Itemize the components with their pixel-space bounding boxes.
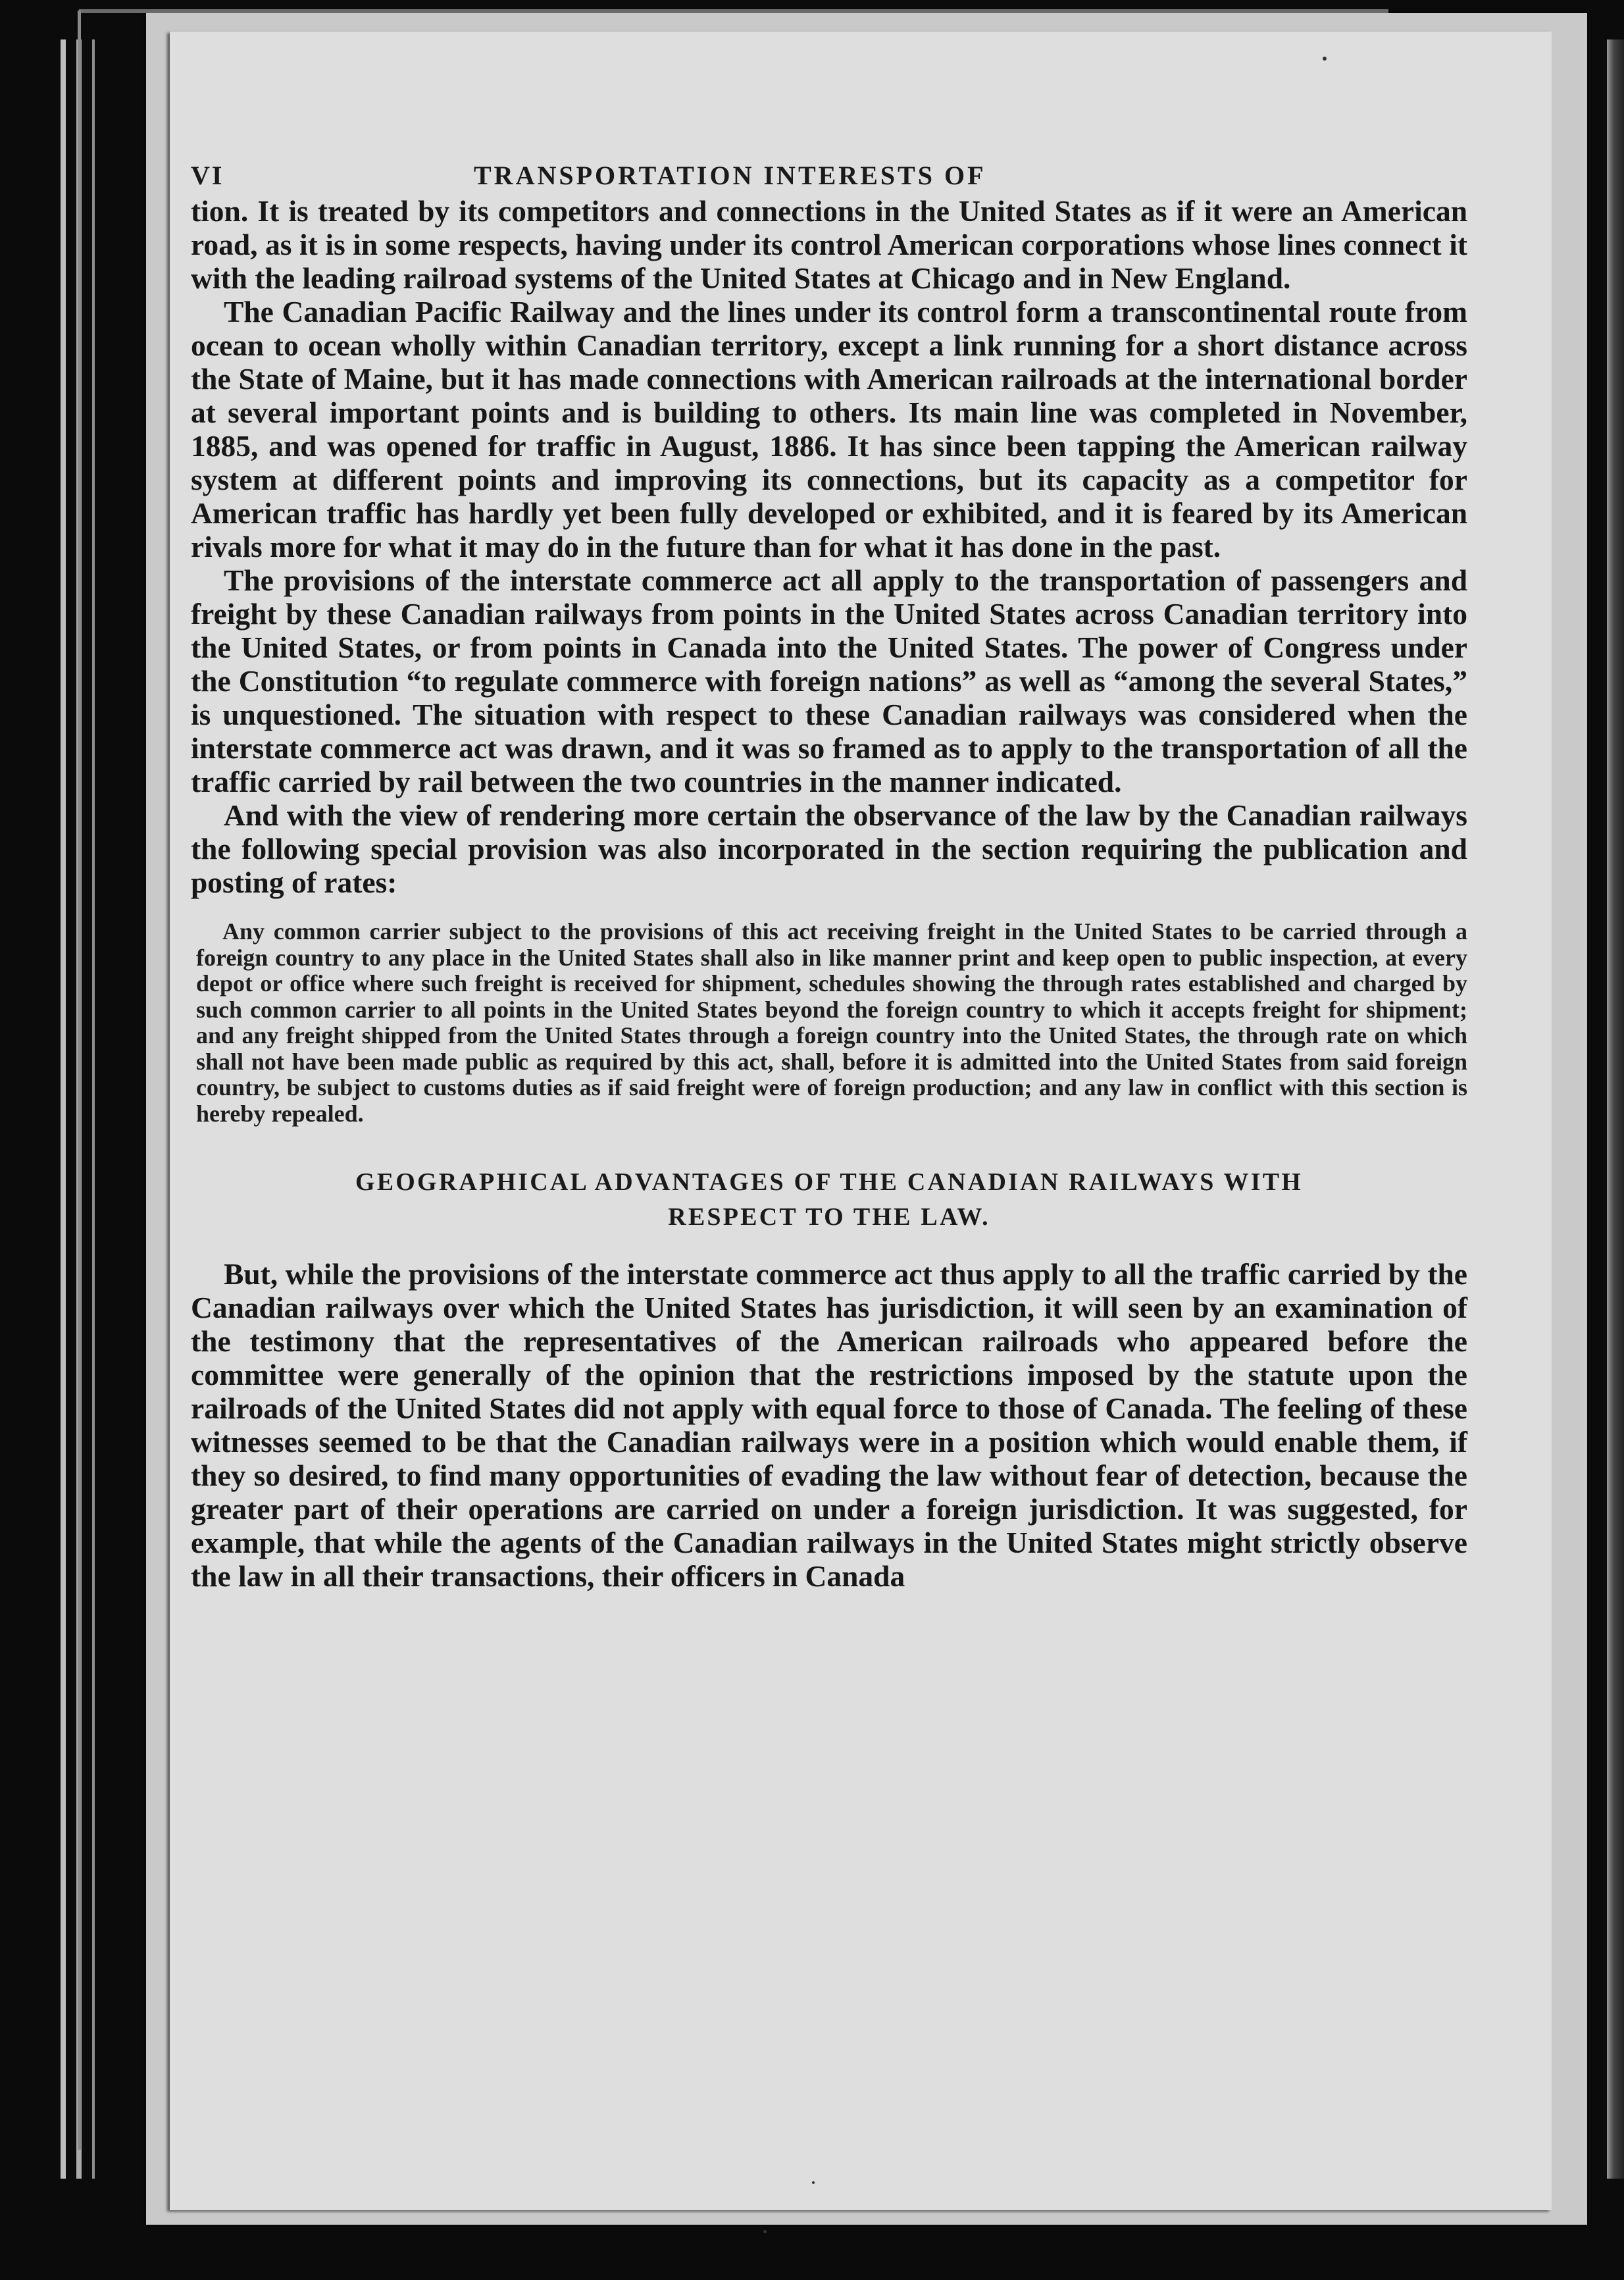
page-number: VI: [191, 161, 224, 190]
paragraph: And with the view of rendering more certain the observance of the law by the Canadian railways the following special provision was also incorporated in the section requiring the publication and posting of rates:: [191, 798, 1467, 899]
page-edge: [61, 39, 66, 2179]
page-border-left: [78, 11, 81, 2150]
section-heading-line: RESPECT TO THE LAW.: [668, 1203, 990, 1231]
binding-shadow: [1607, 39, 1624, 2179]
running-head: [191, 128, 1467, 190]
paragraph: tion. It is treated by its competitors and connections in the United States as if it were an American road, as it is in some respects, having under its control American corporations whose lines connect it with the leading railroad systems of the United States at Chicago and in New England.: [191, 194, 1467, 295]
section-heading-line: GEOGRAPHICAL ADVANTAGES OF THE CANADIAN RAILWAYS WITH: [355, 1168, 1304, 1196]
section-heading: [191, 1165, 1467, 1235]
paragraph: But, while the provisions of the interstate commerce act thus apply to all the traffic carried by the Canadian railways over which the United States has jurisdiction, it will seen by an examination of the testimony that the representatives of the American railroads who appeared before the committee were generally of the opinion that the restrictions imposed by the statute upon the railroads of the United States did not apply with equal force to those of Canada. The feeling of these witnesses seemed to be that the Canadian railways were in a position which would enable them, if they so desired, to find many opportunities of evading the law without fear of detection, because the greater part of their operations are carried on under a foreign jurisdiction. It was suggested, for example, that while the agents of the Canadian railways in the United States might strictly observe the law in all their transactions, their officers in Canada: [191, 1257, 1467, 1593]
quoted-statute: Any common carrier subject to the provisions of this act receiving freight in the United States to be carried through a foreign country to any place in the United States shall also in like manner print and keep open to public inspection, at every depot or office where such freight is received for shipment, schedules showing the through rates established and charged by such common carrier to all points in the United States beyond the foreign country to which it accepts freight for shipment; and any freight shipped from the United States through a foreign country into the United States, the through rate on which shall not have been made public as required by this act, shall, before it is admitted into the United States from said foreign country, be subject to customs duties as if said freight were of foreign production; and any law in conflict with this section is hereby repealed.: [196, 918, 1467, 1127]
running-title: TRANSPORTATION INTERESTS OF: [474, 161, 986, 190]
page-text: [191, 128, 1467, 1593]
page-border-top: [79, 9, 1388, 13]
paragraph: The Canadian Pacific Railway and the lines under its control form a transcontinental route from ocean to ocean wholly within Canadian territory, except a link running for a short distance across the State of Maine, but it has made connections with American railroads at the international border at several important points and is building to others. Its main line was completed in November, 1885, and was opened for traffic in August, 1886. It has since been tapping the American railway system at different points and improving its connections, but its capacity as a competitor for American traffic has hardly yet been fully developed or exhibited, and it is feared by its American rivals more for what it may do in the future than for what it has done in the past.: [191, 295, 1467, 563]
page-edge: [92, 39, 95, 2179]
paragraph: The provisions of the interstate commerce act all apply to the transportation of passengers and freight by these Canadian railways from points in the United States across Canadian territory into the United States, or from points in Canada into the United States. The power of Congress under the Constitution “to regulate commerce with foreign nations” as well as “among the several States,” is unquestioned. The situation with respect to these Canadian railways was considered when the interstate commerce act was drawn, and it was so framed as to apply to the transportation of all the traffic carried by rail between the two countries in the manner indicated.: [191, 563, 1467, 798]
